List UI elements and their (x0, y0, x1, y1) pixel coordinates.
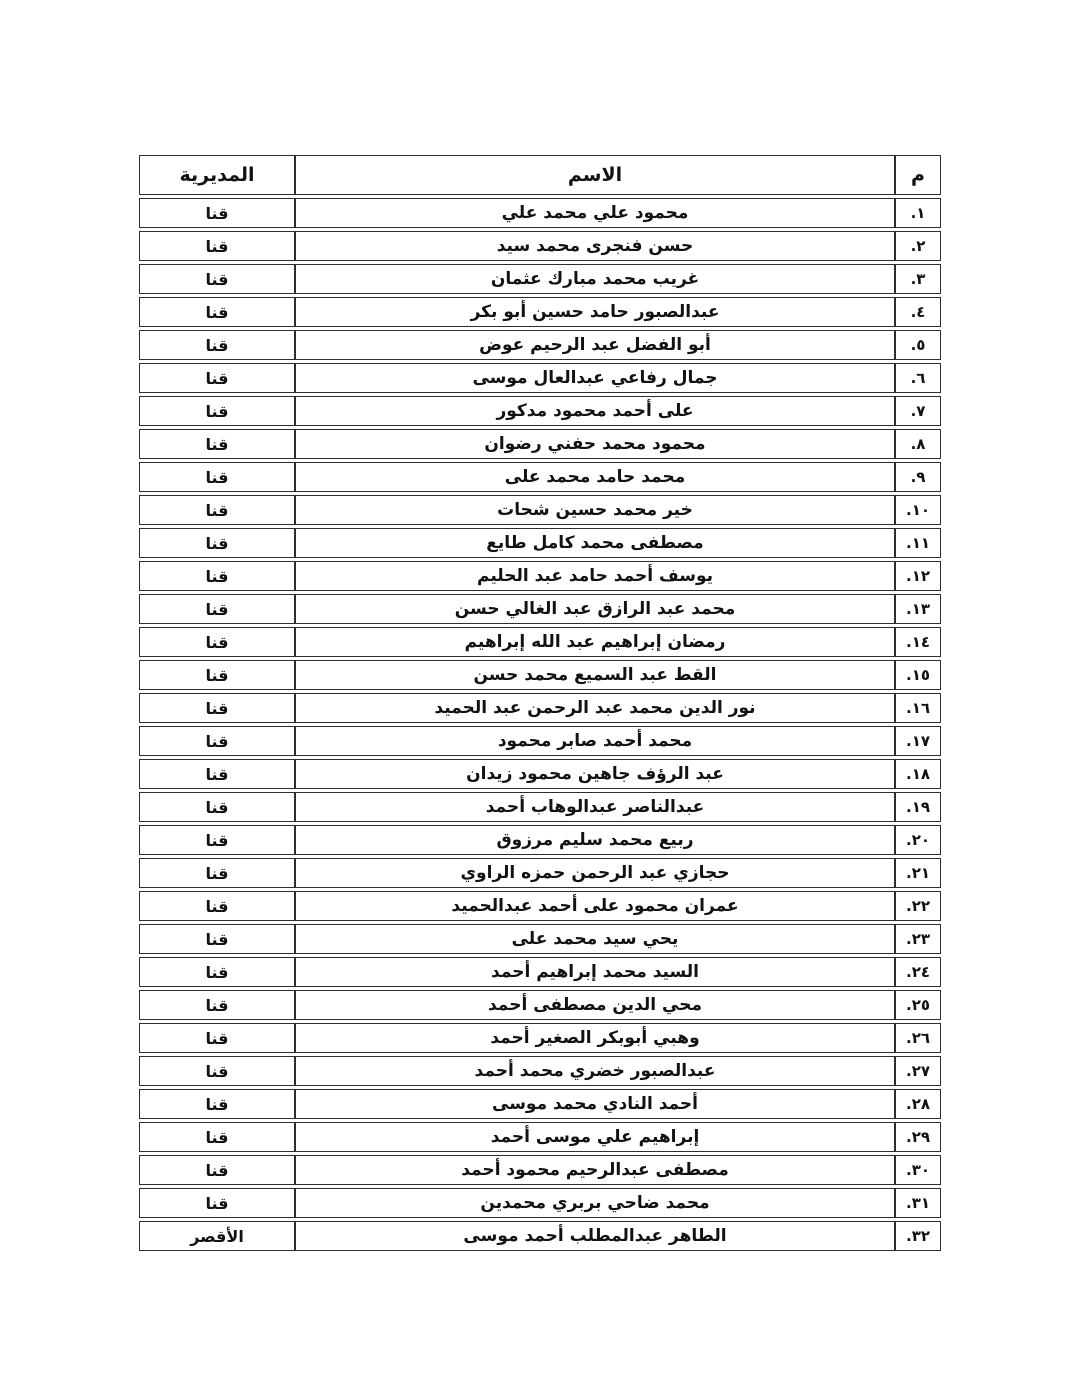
row-number-cell: ٢٠. (895, 825, 941, 855)
directorate-cell: قنا (139, 528, 295, 558)
directorate-cell: الأقصر (139, 1221, 295, 1251)
table-row (139, 396, 941, 426)
directorate-cell: قنا (139, 924, 295, 954)
directorate-cell: قنا (139, 1188, 295, 1218)
table-row (139, 759, 941, 789)
directorate-cell: قنا (139, 693, 295, 723)
directorate-cell: قنا (139, 726, 295, 756)
name-cell: مصطفى محمد كامل طايع (295, 528, 895, 558)
row-number-cell: ١٨. (895, 759, 941, 789)
table-row (139, 891, 941, 921)
row-number-cell: ٢٣. (895, 924, 941, 954)
name-cell: محي الدين مصطفى أحمد (295, 990, 895, 1020)
table-row (139, 957, 941, 987)
table-row (139, 1089, 941, 1119)
name-cell: حسن فنجرى محمد سيد (295, 231, 895, 261)
row-number-cell: ١٥. (895, 660, 941, 690)
name-cell: عبدالصبور خضري محمد أحمد (295, 1056, 895, 1086)
directorate-cell: قنا (139, 198, 295, 228)
directorate-cell: قنا (139, 495, 295, 525)
directorate-cell: قنا (139, 759, 295, 789)
name-cell: غريب محمد مبارك عثمان (295, 264, 895, 294)
name-cell: مصطفى عبدالرحيم محمود أحمد (295, 1155, 895, 1185)
directorate-cell: قنا (139, 957, 295, 987)
name-cell: عبدالصبور حامد حسين أبو بكر (295, 297, 895, 327)
name-cell: أحمد النادي محمد موسى (295, 1089, 895, 1119)
directorate-cell: قنا (139, 1122, 295, 1152)
directorate-cell: قنا (139, 1023, 295, 1053)
directorate-cell: قنا (139, 792, 295, 822)
name-cell: محمد حامد محمد على (295, 462, 895, 492)
row-number-cell: ٨. (895, 429, 941, 459)
directorate-cell: قنا (139, 297, 295, 327)
table-row (139, 627, 941, 657)
row-number-cell: ٢٨. (895, 1089, 941, 1119)
name-cell: محمد عبد الرازق عبد الغالي حسن (295, 594, 895, 624)
table-row (139, 594, 941, 624)
directorate-cell: قنا (139, 396, 295, 426)
name-cell: رمضان إبراهيم عبد الله إبراهيم (295, 627, 895, 657)
row-number-cell: ٢٩. (895, 1122, 941, 1152)
table-row (139, 363, 941, 393)
table-row (139, 561, 941, 591)
table-row (139, 726, 941, 756)
table-row (139, 990, 941, 1020)
header-name: الاسم (295, 155, 895, 195)
row-number-cell: ٢٧. (895, 1056, 941, 1086)
row-number-cell: ٩. (895, 462, 941, 492)
row-number-cell: ١٣. (895, 594, 941, 624)
table-row (139, 660, 941, 690)
name-cell: يوسف أحمد حامد عبد الحليم (295, 561, 895, 591)
name-cell: على أحمد محمود مدكور (295, 396, 895, 426)
row-number-cell: ٥. (895, 330, 941, 360)
name-cell: نور الدين محمد عبد الرحمن عبد الحميد (295, 693, 895, 723)
directorate-cell: قنا (139, 660, 295, 690)
name-cell: حجازي عبد الرحمن حمزه الراوي (295, 858, 895, 888)
row-number-cell: ٢٤. (895, 957, 941, 987)
header-row (139, 155, 941, 195)
name-cell: إبراهيم علي موسى أحمد (295, 1122, 895, 1152)
name-cell: أبو الفضل عبد الرحيم عوض (295, 330, 895, 360)
table-row (139, 858, 941, 888)
directorate-cell: قنا (139, 825, 295, 855)
directorate-cell: قنا (139, 462, 295, 492)
header-number: م (895, 155, 941, 195)
directorate-cell: قنا (139, 594, 295, 624)
name-cell: القط عبد السميع محمد حسن (295, 660, 895, 690)
name-cell: محمد أحمد صابر محمود (295, 726, 895, 756)
table-row (139, 297, 941, 327)
table-row (139, 792, 941, 822)
row-number-cell: ٣. (895, 264, 941, 294)
row-number-cell: ٢. (895, 231, 941, 261)
directorate-cell: قنا (139, 858, 295, 888)
row-number-cell: ٣٠. (895, 1155, 941, 1185)
table-row (139, 198, 941, 228)
directorate-cell: قنا (139, 363, 295, 393)
table-row (139, 528, 941, 558)
row-number-cell: ٢٦. (895, 1023, 941, 1053)
row-number-cell: ١٢. (895, 561, 941, 591)
name-cell: يحي سيد محمد على (295, 924, 895, 954)
row-number-cell: ١١. (895, 528, 941, 558)
roster-table (139, 152, 941, 1254)
table-row (139, 1056, 941, 1086)
table-row (139, 462, 941, 492)
table-row (139, 1122, 941, 1152)
directorate-cell: قنا (139, 330, 295, 360)
row-number-cell: ٢٢. (895, 891, 941, 921)
table-row (139, 825, 941, 855)
row-number-cell: ٢٥. (895, 990, 941, 1020)
name-cell: عبد الرؤف جاهين محمود زيدان (295, 759, 895, 789)
table-row (139, 231, 941, 261)
row-number-cell: ٣١. (895, 1188, 941, 1218)
table-row (139, 1023, 941, 1053)
name-cell: محمد ضاحي بربري محمدين (295, 1188, 895, 1218)
directorate-cell: قنا (139, 990, 295, 1020)
name-cell: خير محمد حسين شحات (295, 495, 895, 525)
name-cell: محمود علي محمد علي (295, 198, 895, 228)
table-row (139, 264, 941, 294)
table-row (139, 693, 941, 723)
table-row (139, 495, 941, 525)
directorate-cell: قنا (139, 264, 295, 294)
row-number-cell: ٢١. (895, 858, 941, 888)
row-number-cell: ٦. (895, 363, 941, 393)
name-cell: عمران محمود على أحمد عبدالحميد (295, 891, 895, 921)
directorate-cell: قنا (139, 231, 295, 261)
row-number-cell: ١٤. (895, 627, 941, 657)
directorate-cell: قنا (139, 429, 295, 459)
row-number-cell: ١. (895, 198, 941, 228)
table-row (139, 1221, 941, 1251)
name-cell: عبدالناصر عبدالوهاب أحمد (295, 792, 895, 822)
table-row (139, 1155, 941, 1185)
header-directorate: المديرية (139, 155, 295, 195)
directorate-cell: قنا (139, 627, 295, 657)
row-number-cell: ١٠. (895, 495, 941, 525)
table-row (139, 1188, 941, 1218)
directorate-cell: قنا (139, 891, 295, 921)
table-row (139, 924, 941, 954)
row-number-cell: ١٧. (895, 726, 941, 756)
name-cell: وهبي أبوبكر الصغير أحمد (295, 1023, 895, 1053)
name-cell: السيد محمد إبراهيم أحمد (295, 957, 895, 987)
directorate-cell: قنا (139, 1089, 295, 1119)
row-number-cell: ٤. (895, 297, 941, 327)
name-cell: جمال رفاعي عبدالعال موسى (295, 363, 895, 393)
directorate-cell: قنا (139, 561, 295, 591)
name-cell: ربيع محمد سليم مرزوق (295, 825, 895, 855)
row-number-cell: ٣٢. (895, 1221, 941, 1251)
row-number-cell: ٧. (895, 396, 941, 426)
directorate-cell: قنا (139, 1155, 295, 1185)
name-cell: الطاهر عبدالمطلب أحمد موسى (295, 1221, 895, 1251)
table-row (139, 429, 941, 459)
row-number-cell: ١٦. (895, 693, 941, 723)
table-row (139, 330, 941, 360)
name-cell: محمود محمد حفني رضوان (295, 429, 895, 459)
row-number-cell: ١٩. (895, 792, 941, 822)
directorate-cell: قنا (139, 1056, 295, 1086)
